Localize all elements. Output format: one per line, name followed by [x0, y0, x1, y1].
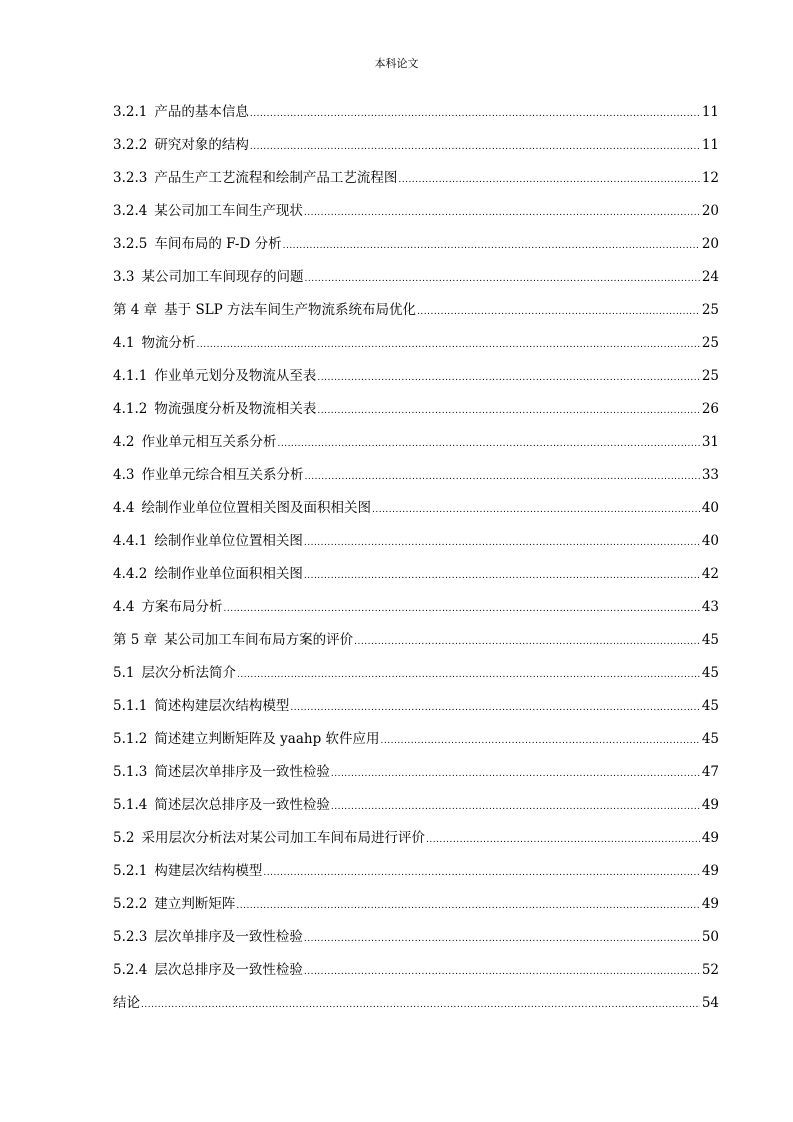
toc-entry-number: 4.4 — [113, 599, 135, 615]
toc-entry[interactable] — [113, 497, 719, 530]
dot-leader — [381, 730, 700, 752]
toc-entry-title: 简述层次单排序及一致性检验 — [154, 764, 330, 780]
toc-entry-number: 第 4 章 — [113, 302, 158, 318]
dot-leader — [283, 235, 700, 257]
toc-entry-title: 绘制作业单位面积相关图 — [154, 566, 303, 582]
dot-leader — [398, 169, 700, 191]
toc-entry-page-number: 49 — [701, 863, 719, 879]
toc-entry-number: 3.2.2 — [113, 137, 148, 153]
toc-entry[interactable] — [113, 992, 719, 1025]
toc-entry-page-number: 43 — [701, 599, 719, 615]
toc-entry-page-number: 31 — [701, 434, 719, 450]
toc-entry-title: 结论 — [113, 995, 140, 1011]
toc-entry-title: 研究对象的结构 — [154, 137, 249, 153]
toc-entry-number: 3.2.4 — [113, 203, 148, 219]
toc-entry[interactable] — [113, 530, 719, 563]
toc-entry-title: 物流分析 — [141, 335, 196, 351]
toc-entry[interactable] — [113, 365, 719, 398]
toc-entry-page-number: 52 — [701, 962, 719, 978]
table-of-contents — [113, 101, 719, 1025]
toc-entry[interactable] — [113, 464, 719, 497]
toc-entry-page-number: 50 — [701, 929, 719, 945]
toc-entry-page-number: 49 — [701, 797, 719, 813]
toc-entry-title: 层次总排序及一致性检验 — [154, 962, 303, 978]
dot-leader — [304, 961, 700, 983]
toc-entry[interactable] — [113, 662, 719, 695]
toc-entry-title: 产品生产工艺流程和绘制产品工艺流程图 — [154, 170, 398, 186]
dot-leader — [290, 697, 700, 719]
toc-entry-number: 3.2.1 — [113, 104, 148, 120]
dot-leader — [354, 631, 700, 653]
toc-entry-page-number: 47 — [701, 764, 719, 780]
toc-entry-page-number: 11 — [701, 137, 719, 153]
toc-entry[interactable] — [113, 794, 719, 827]
toc-entry-page-number: 45 — [701, 698, 719, 714]
dot-leader — [304, 928, 700, 950]
toc-entry-title: 作业单元划分及物流从至表 — [154, 368, 317, 384]
toc-entry-title: 物流强度分析及物流相关表 — [154, 401, 317, 417]
toc-entry-number: 5.2.2 — [113, 896, 148, 912]
dot-leader — [304, 532, 700, 554]
toc-entry[interactable] — [113, 134, 719, 167]
dot-leader — [263, 862, 700, 884]
dot-leader — [331, 763, 700, 785]
toc-entry-title: 简述构建层次结构模型 — [154, 698, 290, 714]
toc-entry-number: 5.1.4 — [113, 797, 148, 813]
toc-entry-number: 第 5 章 — [113, 632, 158, 648]
dot-leader — [236, 895, 700, 917]
toc-entry-page-number: 49 — [701, 896, 719, 912]
dot-leader — [317, 400, 700, 422]
toc-entry-page-number: 42 — [701, 566, 719, 582]
dot-leader — [304, 268, 700, 290]
toc-entry[interactable] — [113, 629, 719, 662]
page-header: 本科论文 — [374, 57, 419, 70]
toc-entry[interactable] — [113, 266, 719, 299]
toc-entry-page-number: 20 — [701, 203, 719, 219]
dot-leader — [237, 664, 700, 686]
toc-entry-page-number: 40 — [701, 500, 719, 516]
toc-entry-title: 方案布局分析 — [141, 599, 223, 615]
toc-entry-title: 某公司加工车间布局方案的评价 — [164, 632, 354, 648]
toc-entry-number: 5.1.3 — [113, 764, 148, 780]
toc-entry-number: 5.2.3 — [113, 929, 148, 945]
dot-leader — [277, 433, 700, 455]
dot-leader — [417, 301, 700, 323]
toc-entry-page-number: 33 — [701, 467, 719, 483]
toc-entry-page-number: 45 — [701, 665, 719, 681]
toc-entry[interactable] — [113, 167, 719, 200]
toc-entry-page-number: 25 — [701, 335, 719, 351]
toc-entry-number: 4.4 — [113, 500, 135, 516]
toc-entry-title: 简述建立判断矩阵及 yaahp 软件应用 — [154, 731, 380, 747]
toc-entry-title: 作业单元相互关系分析 — [141, 434, 277, 450]
toc-entry-title: 层次分析法简介 — [141, 665, 236, 681]
toc-entry-number: 5.1 — [113, 665, 135, 681]
toc-entry-number: 5.2 — [113, 830, 135, 846]
toc-entry-number: 4.1.2 — [113, 401, 148, 417]
toc-entry-title: 构建层次结构模型 — [154, 863, 263, 879]
toc-entry-number: 5.2.4 — [113, 962, 148, 978]
toc-entry-number: 4.4.2 — [113, 566, 148, 582]
dot-leader — [250, 103, 700, 125]
toc-entry-title: 绘制作业单位位置相关图 — [154, 533, 303, 549]
toc-entry-number: 5.1.1 — [113, 698, 148, 714]
toc-entry-number: 5.1.2 — [113, 731, 148, 747]
toc-entry-title: 某公司加工车间现存的问题 — [141, 269, 304, 285]
dot-leader — [223, 598, 700, 620]
toc-entry-page-number: 20 — [701, 236, 719, 252]
dot-leader — [331, 796, 700, 818]
toc-entry[interactable] — [113, 233, 719, 266]
toc-entry-title: 采用层次分析法对某公司加工车间布局进行评价 — [141, 830, 425, 846]
toc-entry-page-number: 26 — [701, 401, 719, 417]
toc-entry[interactable] — [113, 728, 719, 761]
toc-entry[interactable] — [113, 101, 719, 134]
toc-entry-number: 3.2.3 — [113, 170, 148, 186]
dot-leader — [304, 202, 700, 224]
toc-entry-page-number: 12 — [701, 170, 719, 186]
toc-entry-title: 某公司加工车间生产现状 — [154, 203, 303, 219]
toc-entry-page-number: 45 — [701, 731, 719, 747]
toc-entry-title: 作业单元综合相互关系分析 — [141, 467, 304, 483]
toc-entry-page-number: 45 — [701, 632, 719, 648]
dot-leader — [317, 367, 700, 389]
toc-entry-title: 简述层次总排序及一致性检验 — [154, 797, 330, 813]
toc-entry[interactable] — [113, 200, 719, 233]
toc-entry[interactable] — [113, 959, 719, 992]
toc-entry-page-number: 49 — [701, 830, 719, 846]
dot-leader — [141, 994, 700, 1016]
toc-entry-page-number: 25 — [701, 302, 719, 318]
toc-entry-title: 产品的基本信息 — [154, 104, 249, 120]
toc-entry-title: 基于 SLP 方法车间生产物流系统布局优化 — [164, 302, 417, 318]
toc-entry-page-number: 25 — [701, 368, 719, 384]
toc-entry-title: 建立判断矩阵 — [154, 896, 236, 912]
toc-entry-page-number: 40 — [701, 533, 719, 549]
dot-leader — [250, 136, 700, 158]
toc-entry[interactable] — [113, 860, 719, 893]
toc-entry[interactable] — [113, 827, 719, 860]
toc-entry[interactable] — [113, 596, 719, 629]
toc-entry[interactable] — [113, 893, 719, 926]
toc-entry-number: 4.1.1 — [113, 368, 148, 384]
toc-entry[interactable] — [113, 926, 719, 959]
toc-entry-number: 3.2.5 — [113, 236, 148, 252]
toc-entry[interactable] — [113, 761, 719, 794]
toc-entry[interactable] — [113, 431, 719, 464]
toc-entry[interactable] — [113, 398, 719, 431]
toc-entry-number: 4.1 — [113, 335, 135, 351]
toc-entry[interactable] — [113, 299, 719, 332]
dot-leader — [426, 829, 700, 851]
toc-entry[interactable] — [113, 332, 719, 365]
toc-entry-title: 车间布局的 F-D 分析 — [154, 236, 282, 252]
toc-entry-number: 4.3 — [113, 467, 135, 483]
toc-entry[interactable] — [113, 563, 719, 596]
toc-entry-number: 3.3 — [113, 269, 135, 285]
toc-entry-page-number: 24 — [701, 269, 719, 285]
toc-entry-number: 4.2 — [113, 434, 135, 450]
toc-entry[interactable] — [113, 695, 719, 728]
toc-entry-number: 5.2.1 — [113, 863, 148, 879]
dot-leader — [372, 499, 700, 521]
dot-leader — [304, 565, 700, 587]
toc-entry-title: 层次单排序及一致性检验 — [154, 929, 303, 945]
dot-leader — [196, 334, 700, 356]
dot-leader — [304, 466, 700, 488]
toc-entry-page-number: 54 — [701, 995, 719, 1011]
toc-entry-page-number: 11 — [701, 104, 719, 120]
toc-entry-number: 4.4.1 — [113, 533, 148, 549]
toc-entry-title: 绘制作业单位位置相关图及面积相关图 — [141, 500, 371, 516]
